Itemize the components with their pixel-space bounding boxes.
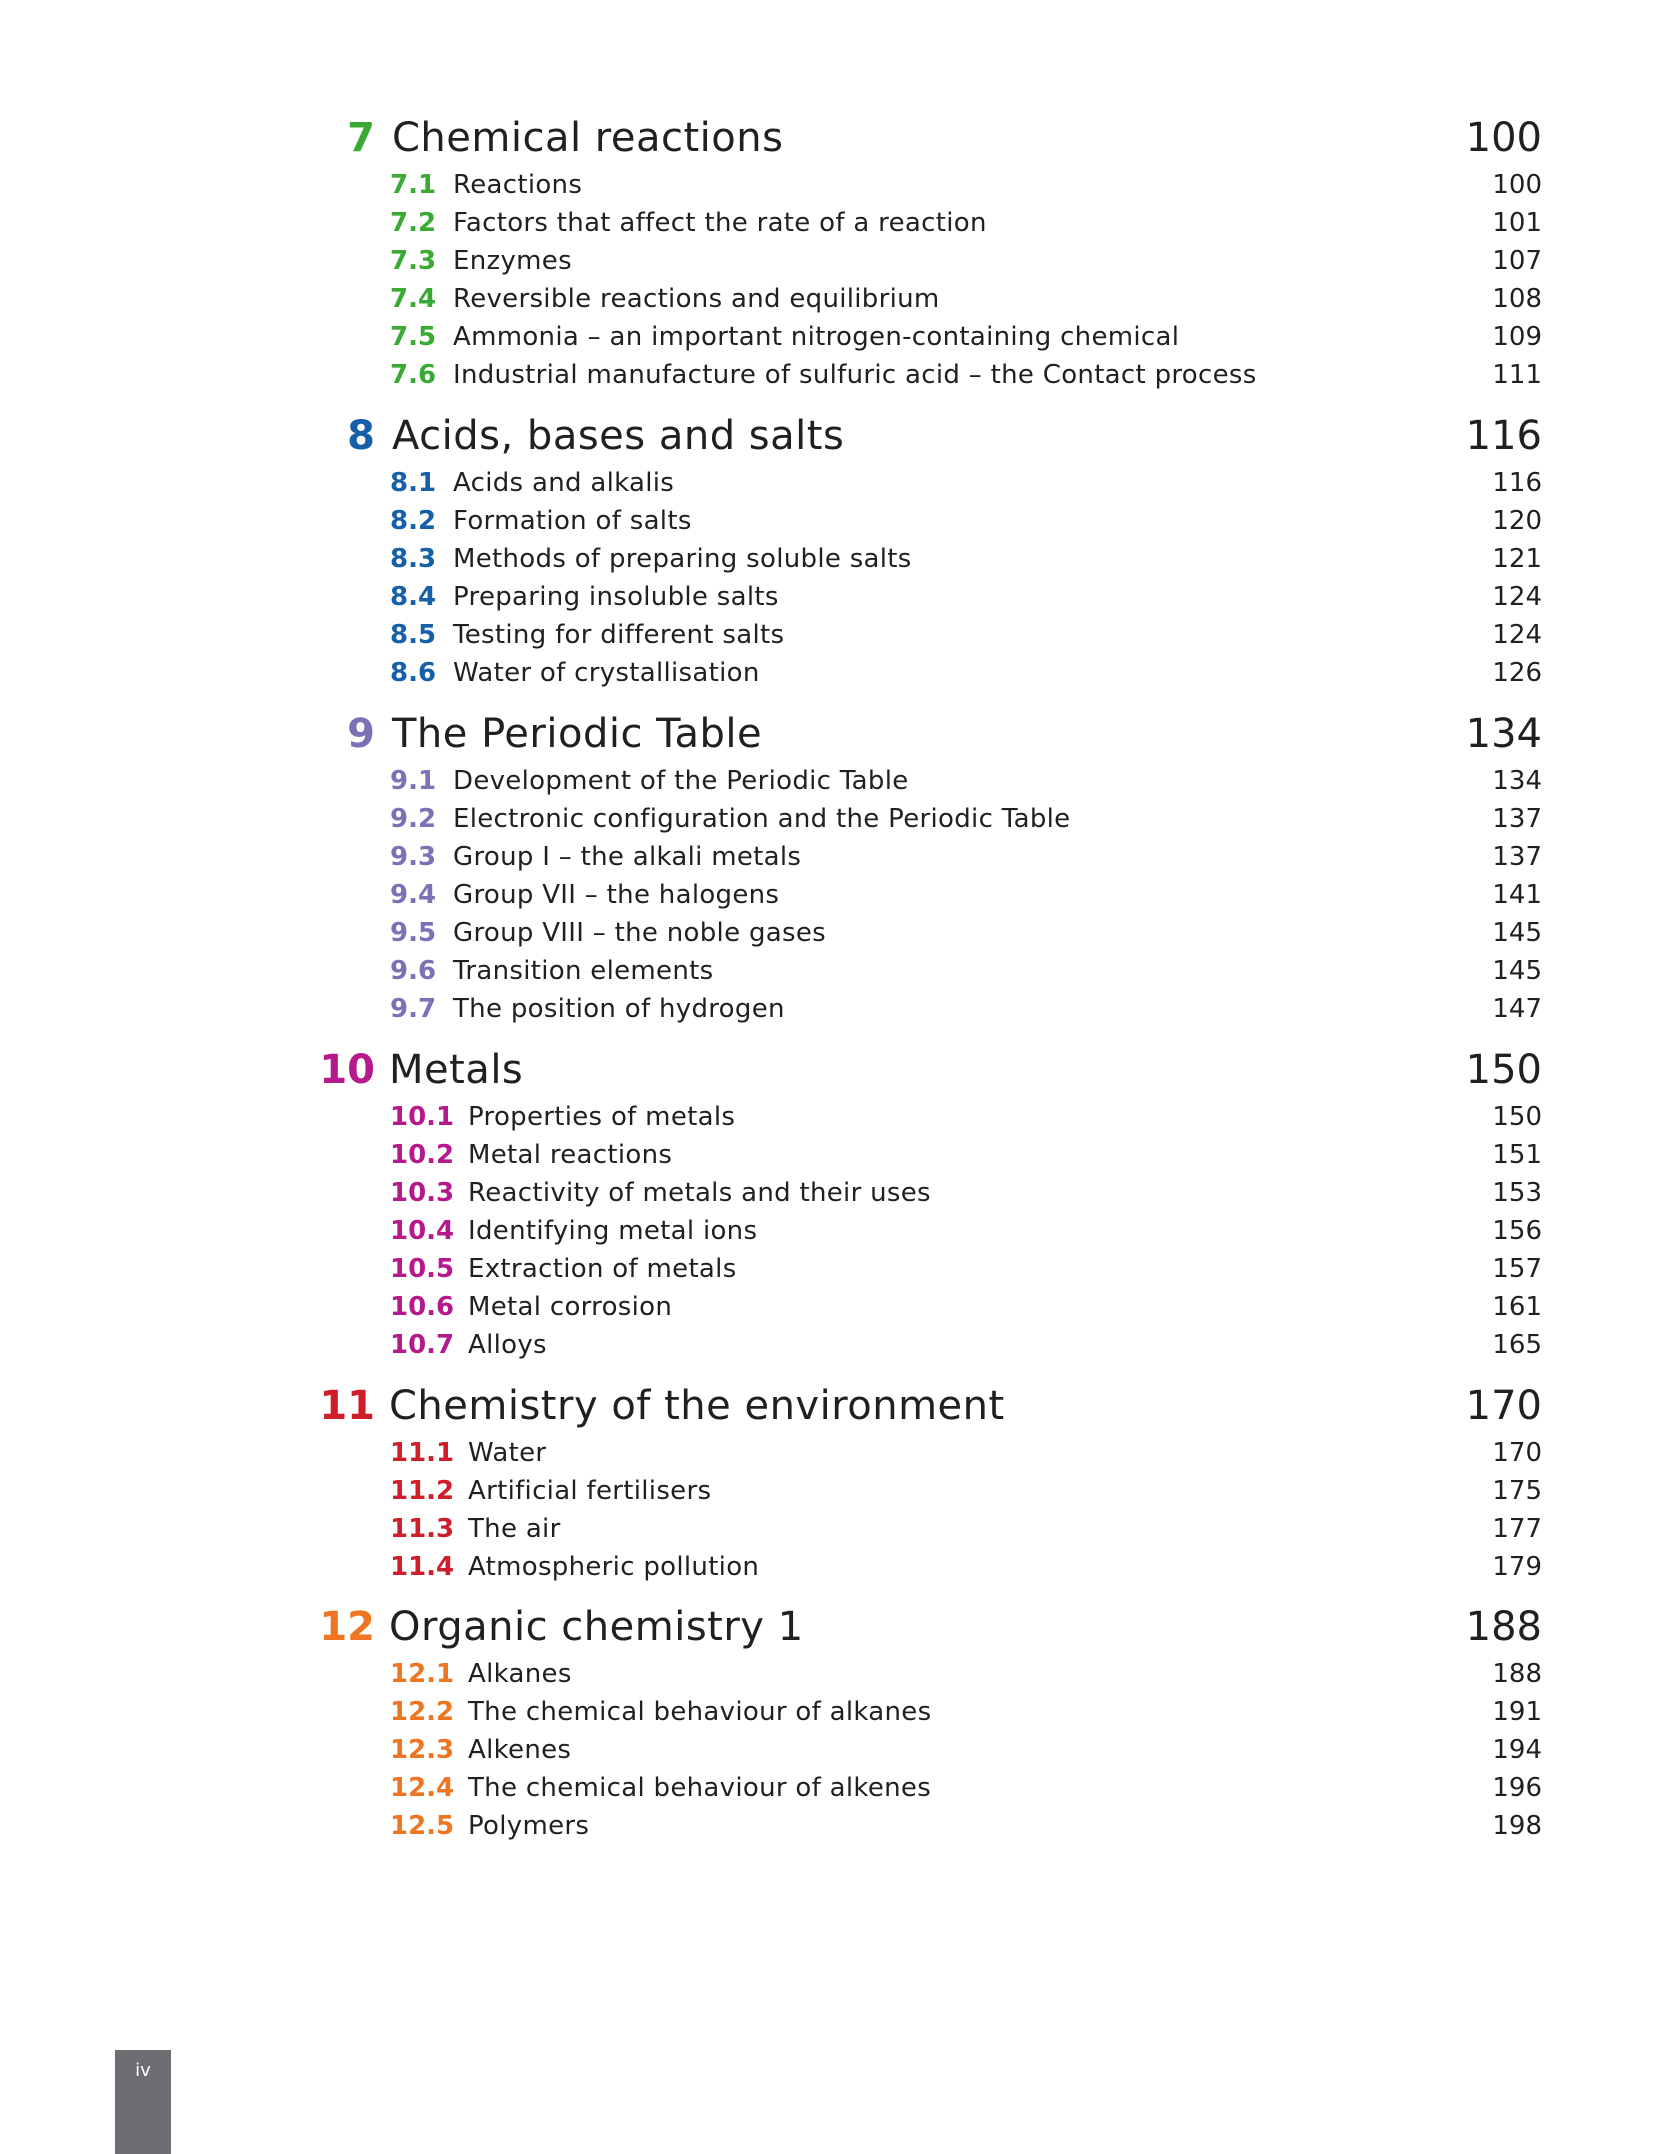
section-entry[interactable]: [0, 166, 1658, 204]
section-page: 179: [1492, 1552, 1542, 1582]
section-title: Transition elements: [453, 956, 714, 986]
section-entry[interactable]: [0, 318, 1658, 356]
section-entry[interactable]: [0, 952, 1658, 990]
section-number: 9.5: [390, 918, 437, 948]
section-title: Alkenes: [468, 1735, 572, 1765]
section-title: Identifying metal ions: [468, 1216, 758, 1246]
section-title: Reactions: [453, 170, 583, 200]
section-entry[interactable]: [0, 540, 1658, 578]
section-number: 9.4: [390, 880, 437, 910]
section-entry[interactable]: [0, 1693, 1658, 1731]
section-entry[interactable]: [0, 1212, 1658, 1250]
section-page: 161: [1492, 1292, 1542, 1322]
chapter-heading[interactable]: [0, 1380, 1658, 1432]
section-page: 141: [1492, 880, 1542, 910]
section-number: 12.4: [390, 1773, 455, 1803]
section-page: 121: [1492, 544, 1542, 574]
section-number: 7.1: [390, 170, 437, 200]
section-title: Ammonia – an important nitrogen-containing chemical: [453, 322, 1180, 352]
section-number: 11.1: [390, 1438, 455, 1468]
section-page: 191: [1492, 1697, 1542, 1727]
section-number: 7.6: [390, 360, 437, 390]
section-page: 151: [1492, 1140, 1542, 1170]
section-entry[interactable]: [0, 654, 1658, 692]
section-title: Alkanes: [468, 1659, 572, 1689]
section-number: 10.6: [390, 1292, 455, 1322]
section-title: Acids and alkalis: [453, 468, 675, 498]
section-number: 12.3: [390, 1735, 455, 1765]
section-page: 109: [1492, 322, 1542, 352]
chapter-11: [0, 1380, 1658, 1601]
section-entry[interactable]: [0, 1731, 1658, 1769]
chapter-title: Chemistry of the environment: [389, 1383, 1005, 1429]
section-number: 8.5: [390, 620, 437, 650]
section-number: 9.1: [390, 766, 437, 796]
section-title: Atmospheric pollution: [468, 1552, 760, 1582]
section-page: 165: [1492, 1330, 1542, 1360]
section-entry[interactable]: [0, 280, 1658, 318]
section-title: Alloys: [468, 1330, 547, 1360]
chapter-title: Chemical reactions: [392, 115, 784, 161]
section-page: 108: [1492, 284, 1542, 314]
section-number: 7.5: [390, 322, 437, 352]
chapter-12: [0, 1601, 1658, 1861]
chapter-page: 116: [1465, 413, 1542, 459]
chapter-number: 7: [347, 115, 375, 161]
section-number: 7.3: [390, 246, 437, 276]
section-page: 177: [1492, 1514, 1542, 1544]
section-page: 196: [1492, 1773, 1542, 1803]
section-page: 156: [1492, 1216, 1542, 1246]
chapter-page: 134: [1465, 711, 1542, 757]
section-entry[interactable]: [0, 1434, 1658, 1472]
section-page: 194: [1492, 1735, 1542, 1765]
chapter-page: 100: [1465, 115, 1542, 161]
section-number: 8.6: [390, 658, 437, 688]
section-number: 11.3: [390, 1514, 455, 1544]
section-title: Group VII – the halogens: [453, 880, 780, 910]
section-entry[interactable]: [0, 1174, 1658, 1212]
section-entry[interactable]: [0, 914, 1658, 952]
section-title: Electronic configuration and the Periodic Table: [453, 804, 1071, 834]
section-entry[interactable]: [0, 876, 1658, 914]
section-number: 8.2: [390, 506, 437, 536]
section-page: 111: [1492, 360, 1542, 390]
section-title: Methods of preparing soluble salts: [453, 544, 912, 574]
section-page: 147: [1492, 994, 1542, 1024]
section-title: Metal reactions: [468, 1140, 673, 1170]
section-title: Artificial fertilisers: [468, 1476, 712, 1506]
section-entry[interactable]: [0, 502, 1658, 540]
chapter-page: 188: [1465, 1604, 1542, 1650]
section-page: 188: [1492, 1659, 1542, 1689]
section-number: 11.2: [390, 1476, 455, 1506]
section-title: Industrial manufacture of sulfuric acid – the Contact process: [453, 360, 1257, 390]
section-entry[interactable]: [0, 1472, 1658, 1510]
chapter-title: Metals: [389, 1047, 524, 1093]
chapter-number: 8: [347, 413, 375, 459]
section-number: 7.4: [390, 284, 437, 314]
section-title: Properties of metals: [468, 1102, 736, 1132]
table-of-contents: [0, 112, 1658, 1861]
chapter-number: 10: [319, 1047, 375, 1093]
section-page: 145: [1492, 956, 1542, 986]
section-entry[interactable]: [0, 990, 1658, 1028]
section-number: 9.2: [390, 804, 437, 834]
section-entry[interactable]: [0, 356, 1658, 394]
section-number: 8.1: [390, 468, 437, 498]
section-title: Extraction of metals: [468, 1254, 737, 1284]
section-page: 198: [1492, 1811, 1542, 1841]
section-title: Reversible reactions and equilibrium: [453, 284, 940, 314]
section-page: 120: [1492, 506, 1542, 536]
page-folio-tab: [115, 2050, 171, 2154]
chapter-page: 150: [1465, 1047, 1542, 1093]
section-number: 11.4: [390, 1552, 455, 1582]
section-title: Enzymes: [453, 246, 572, 276]
section-page: 101: [1492, 208, 1542, 238]
section-number: 12.1: [390, 1659, 455, 1689]
section-title: Testing for different salts: [453, 620, 785, 650]
chapter-7: [0, 112, 1658, 410]
section-title: Water of crystallisation: [453, 658, 760, 688]
section-page: 116: [1492, 468, 1542, 498]
chapter-8: [0, 410, 1658, 708]
section-entry[interactable]: [0, 578, 1658, 616]
section-entry[interactable]: [0, 1807, 1658, 1845]
chapter-number: 9: [347, 711, 375, 757]
section-title: Preparing insoluble salts: [453, 582, 779, 612]
page-number: iv: [135, 2060, 151, 2081]
section-entry[interactable]: [0, 1510, 1658, 1548]
section-number: 9.3: [390, 842, 437, 872]
section-title: The air: [468, 1514, 561, 1544]
section-page: 175: [1492, 1476, 1542, 1506]
section-title: Water: [468, 1438, 547, 1468]
section-number: 10.1: [390, 1102, 455, 1132]
section-entry[interactable]: [0, 1136, 1658, 1174]
chapter-title: Organic chemistry 1: [389, 1604, 804, 1650]
section-number: 10.5: [390, 1254, 455, 1284]
chapter-heading[interactable]: [0, 1601, 1658, 1653]
section-entry[interactable]: [0, 204, 1658, 242]
section-title: Group VIII – the noble gases: [453, 918, 826, 948]
section-page: 124: [1492, 620, 1542, 650]
section-title: Group I – the alkali metals: [453, 842, 802, 872]
section-page: 145: [1492, 918, 1542, 948]
section-title: Polymers: [468, 1811, 590, 1841]
section-title: The position of hydrogen: [453, 994, 785, 1024]
section-page: 107: [1492, 246, 1542, 276]
section-page: 126: [1492, 658, 1542, 688]
section-entry[interactable]: [0, 838, 1658, 876]
section-page: 137: [1492, 804, 1542, 834]
chapter-title: The Periodic Table: [392, 711, 763, 757]
section-number: 10.3: [390, 1178, 455, 1208]
section-number: 9.6: [390, 956, 437, 986]
section-entry[interactable]: [0, 1548, 1658, 1586]
section-entry[interactable]: [0, 1098, 1658, 1136]
section-entry[interactable]: [0, 616, 1658, 654]
section-page: 170: [1492, 1438, 1542, 1468]
section-number: 8.4: [390, 582, 437, 612]
section-title: The chemical behaviour of alkanes: [468, 1697, 932, 1727]
section-page: 137: [1492, 842, 1542, 872]
chapter-heading[interactable]: [0, 708, 1658, 760]
section-number: 10.4: [390, 1216, 455, 1246]
chapter-number: 12: [319, 1604, 375, 1650]
section-number: 12.2: [390, 1697, 455, 1727]
section-entry[interactable]: [0, 1769, 1658, 1807]
section-entry[interactable]: [0, 464, 1658, 502]
section-entry[interactable]: [0, 1288, 1658, 1326]
section-entry[interactable]: [0, 1655, 1658, 1693]
chapter-title: Acids, bases and salts: [392, 413, 845, 459]
chapter-9: [0, 708, 1658, 1044]
section-title: Formation of salts: [453, 506, 692, 536]
section-number: 9.7: [390, 994, 437, 1024]
section-title: Metal corrosion: [468, 1292, 673, 1322]
section-number: 12.5: [390, 1811, 455, 1841]
section-page: 157: [1492, 1254, 1542, 1284]
section-title: The chemical behaviour of alkenes: [468, 1773, 932, 1803]
section-number: 10.7: [390, 1330, 455, 1360]
chapter-heading[interactable]: [0, 112, 1658, 164]
chapter-number: 11: [319, 1383, 375, 1429]
section-entry[interactable]: [0, 1250, 1658, 1288]
section-page: 153: [1492, 1178, 1542, 1208]
section-page: 124: [1492, 582, 1542, 612]
chapter-heading[interactable]: [0, 410, 1658, 462]
section-page: 100: [1492, 170, 1542, 200]
section-title: Factors that affect the rate of a reaction: [453, 208, 987, 238]
section-title: Development of the Periodic Table: [453, 766, 909, 796]
section-number: 10.2: [390, 1140, 455, 1170]
section-number: 7.2: [390, 208, 437, 238]
section-entry[interactable]: [0, 762, 1658, 800]
section-page: 150: [1492, 1102, 1542, 1132]
section-number: 8.3: [390, 544, 437, 574]
section-entry[interactable]: [0, 800, 1658, 838]
chapter-10: [0, 1044, 1658, 1380]
section-entry[interactable]: [0, 242, 1658, 280]
chapter-heading[interactable]: [0, 1044, 1658, 1096]
chapter-page: 170: [1465, 1383, 1542, 1429]
section-page: 134: [1492, 766, 1542, 796]
section-title: Reactivity of metals and their uses: [468, 1178, 931, 1208]
section-entry[interactable]: [0, 1326, 1658, 1364]
